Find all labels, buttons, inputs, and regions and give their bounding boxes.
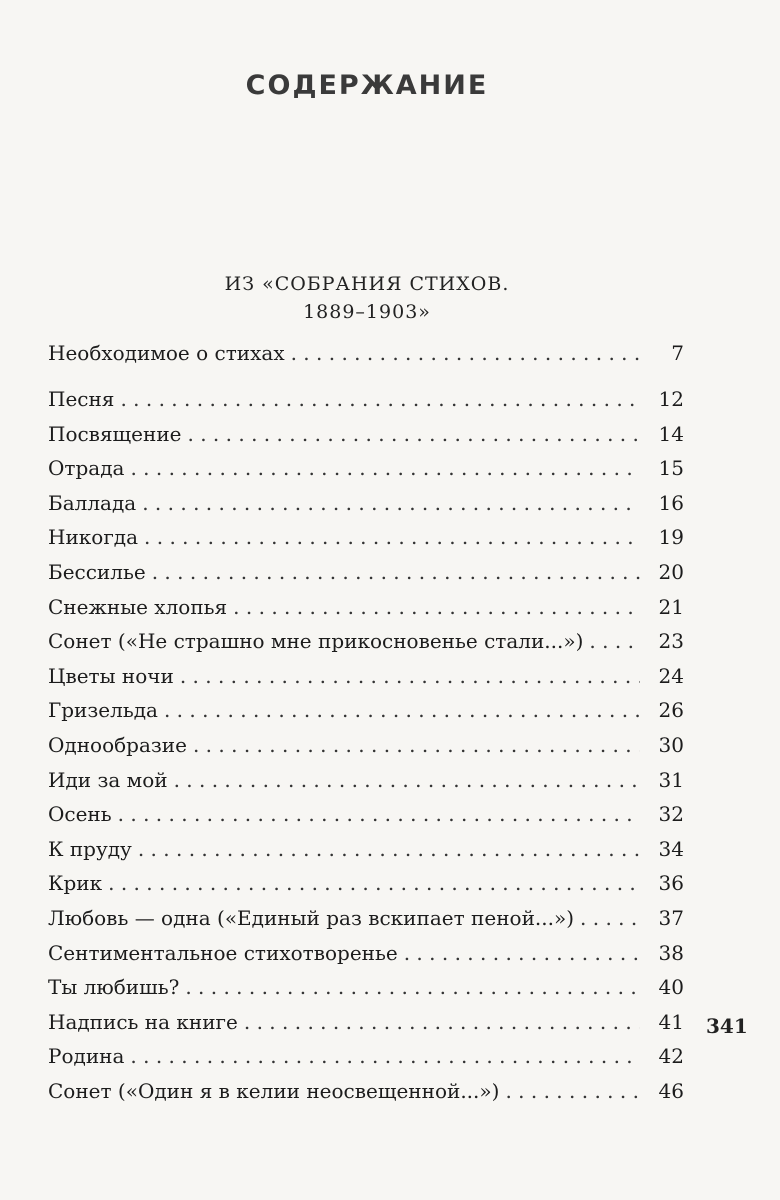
toc-entry-page: 31 bbox=[658, 767, 684, 792]
toc-entry-title: Сентиментальное стихотворенье bbox=[48, 940, 398, 965]
toc-entry-title: Сонет («Один я в келии неосвещенной...») bbox=[48, 1079, 500, 1103]
toc-leader-dots bbox=[120, 384, 640, 414]
section-heading-line-2: 1889–1903» bbox=[303, 301, 431, 323]
toc-leader-dots bbox=[138, 834, 640, 864]
toc-entry bbox=[48, 1041, 684, 1071]
toc-entry bbox=[48, 834, 684, 864]
toc-leader-dots bbox=[291, 338, 640, 368]
toc-entry-page: 24 bbox=[658, 663, 684, 688]
toc-leader-dots bbox=[185, 972, 640, 1002]
toc-entry-title: Отрада bbox=[48, 456, 125, 481]
toc-entry bbox=[48, 868, 684, 898]
toc-entry-title: Посвящение bbox=[48, 421, 182, 446]
toc-entry-page: 16 bbox=[658, 490, 684, 515]
toc-leader-dots bbox=[130, 1041, 640, 1071]
toc-entry-page: 19 bbox=[658, 525, 684, 550]
toc-entry-page: 23 bbox=[658, 629, 684, 654]
toc-entry-page: 14 bbox=[658, 421, 684, 446]
toc-entry-title: Гризельда bbox=[48, 698, 158, 723]
toc-entry bbox=[48, 1076, 684, 1106]
toc-leader-dots bbox=[580, 903, 640, 933]
toc-entry-page: 20 bbox=[658, 560, 684, 584]
toc-entry bbox=[48, 338, 684, 368]
toc-entry-title: Никогда bbox=[48, 525, 139, 550]
toc-entry bbox=[48, 1007, 684, 1037]
toc-entry-page: 26 bbox=[658, 698, 684, 723]
toc-entry-page: 12 bbox=[658, 387, 684, 411]
toc-leader-dots bbox=[233, 592, 640, 622]
toc-entry-page: 46 bbox=[658, 1079, 684, 1103]
toc-entry-page: 41 bbox=[658, 1009, 684, 1034]
toc-entry-title: Осень bbox=[48, 802, 112, 827]
toc-entry bbox=[48, 903, 684, 933]
page-title: СОДЕРЖАНИЕ bbox=[245, 70, 489, 101]
toc-entry bbox=[48, 972, 684, 1002]
toc-leader-dots bbox=[130, 453, 640, 483]
toc-leader-dots bbox=[589, 626, 640, 656]
toc-entry bbox=[48, 661, 684, 691]
toc-leader-dots bbox=[118, 799, 640, 829]
toc-entry-page: 38 bbox=[658, 940, 684, 965]
section-heading bbox=[0, 270, 734, 326]
toc-leader-dots bbox=[505, 1076, 640, 1106]
toc-entry bbox=[48, 384, 684, 414]
page-number: 341 bbox=[706, 1014, 748, 1038]
toc-leader-dots bbox=[144, 522, 640, 552]
toc-entry-title: Сонет («Не страшно мне прикосновенье стали...») bbox=[48, 629, 584, 654]
toc-leader-dots bbox=[152, 557, 640, 587]
toc-entry bbox=[48, 419, 684, 449]
toc-entry-title: Цветы ночи bbox=[48, 663, 174, 688]
toc-entry-page: 37 bbox=[658, 906, 684, 930]
toc-leader-dots bbox=[142, 488, 640, 518]
toc-entry-page: 40 bbox=[658, 975, 684, 1000]
toc-entry bbox=[48, 488, 684, 518]
toc-entry bbox=[48, 626, 684, 656]
toc-entry-title: Снежные хлопья bbox=[48, 594, 228, 619]
section-heading-line-1: ИЗ «СОБРАНИЯ СТИХОВ. bbox=[224, 273, 510, 295]
toc-leader-dots bbox=[174, 765, 640, 795]
toc-entry-title: Любовь — одна («Единый раз вскипает пеной...») bbox=[48, 906, 575, 930]
toc-entry-page: 32 bbox=[658, 802, 684, 827]
toc-entry-title: Необходимое о стихах bbox=[48, 341, 285, 365]
toc-entry-title: Однообразие bbox=[48, 733, 187, 757]
toc-entry-page: 36 bbox=[658, 871, 684, 896]
toc-entry bbox=[48, 557, 684, 587]
toc-entry-title: Ты любишь? bbox=[48, 975, 180, 1000]
toc-entry-page: 15 bbox=[658, 456, 684, 481]
toc-entry bbox=[48, 799, 684, 829]
toc-entry-title: Иди за мой bbox=[48, 767, 168, 792]
toc-entry-title: К пруду bbox=[48, 836, 132, 861]
toc-entry bbox=[48, 592, 684, 622]
toc-entry-page: 30 bbox=[658, 733, 684, 757]
toc-leader-dots bbox=[193, 730, 640, 760]
toc-entry bbox=[48, 522, 684, 552]
toc-entry-title: Песня bbox=[48, 387, 115, 411]
toc-entry-title: Бессилье bbox=[48, 560, 146, 584]
toc-entry-title: Баллада bbox=[48, 490, 137, 515]
toc-entry-page: 21 bbox=[658, 594, 684, 619]
toc-leader-dots bbox=[164, 695, 640, 725]
toc-entry-page: 42 bbox=[658, 1044, 684, 1069]
toc-entry-title: Родина bbox=[48, 1044, 125, 1069]
toc-entry-page: 34 bbox=[658, 836, 684, 861]
toc-leader-dots bbox=[108, 868, 640, 898]
toc-entry bbox=[48, 938, 684, 968]
toc-leader-dots bbox=[404, 938, 640, 968]
toc-entry-title: Крик bbox=[48, 871, 103, 896]
toc-leader-dots bbox=[180, 661, 640, 691]
toc-leader-dots bbox=[188, 419, 641, 449]
toc-entry bbox=[48, 765, 684, 795]
toc-entry bbox=[48, 453, 684, 483]
toc-entry-page: 7 bbox=[671, 341, 684, 365]
toc-leader-dots bbox=[244, 1007, 640, 1037]
toc-entry-title: Надпись на книге bbox=[48, 1009, 238, 1034]
toc-entry bbox=[48, 730, 684, 760]
toc-entry bbox=[48, 695, 684, 725]
